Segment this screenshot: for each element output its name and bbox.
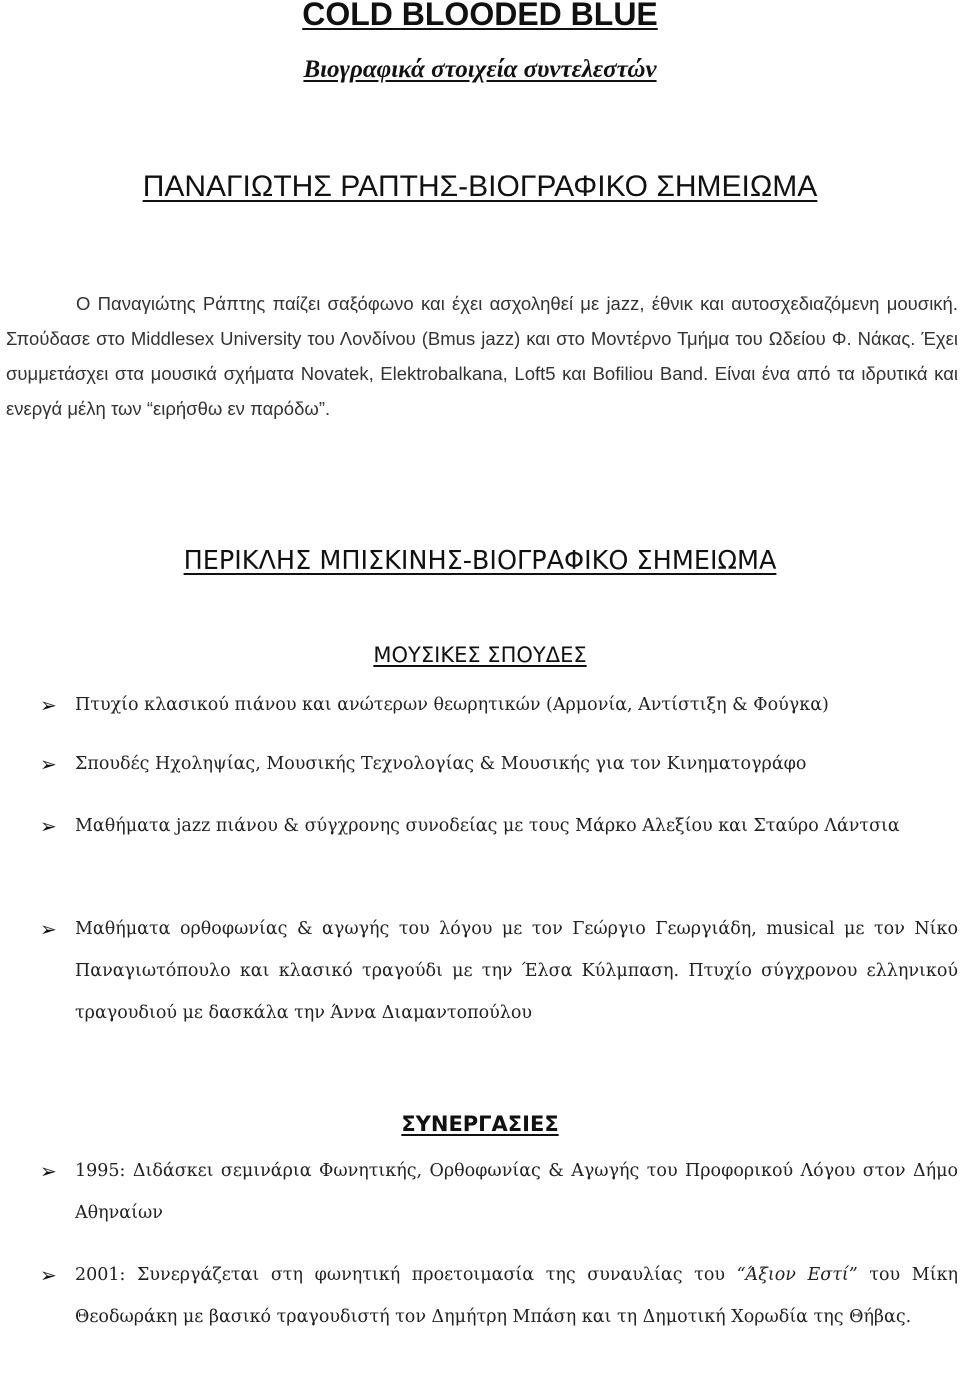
document-subtitle: Βιογραφικά στοιχεία συντελεστών <box>303 56 657 83</box>
collab-text-start: 2001: Συνεργάζεται στη φωνητική προετοιμασία της συναυλίας του <box>75 1265 737 1285</box>
arrow-bullet-icon: ➢ <box>40 693 57 717</box>
list-item-text: Πτυχίο κλασικού πιάνου και ανώτερων θεωρητικών (Αρμονία, Αντίστιξη & Φούγκα) <box>75 695 829 715</box>
arrow-bullet-icon: ➢ <box>40 1159 57 1183</box>
list-item <box>40 1150 958 1234</box>
list-item <box>40 805 958 847</box>
arrow-bullet-icon: ➢ <box>40 917 57 941</box>
list-item <box>40 908 958 1034</box>
bio-paragraph-raptis <box>6 286 958 426</box>
list-item <box>40 1254 958 1338</box>
document-title: COLD BLOODED BLUE <box>302 0 658 32</box>
arrow-bullet-icon: ➢ <box>40 752 57 776</box>
list-item-text: 1995: Διδάσκει σεμινάρια Φωνητικής, Ορθοφωνίας & Αγωγής του Προφορικού Λόγου στον Δήμο Αθηναίων <box>75 1161 958 1223</box>
section-heading-biskinis: ΠΕΡΙΚΛΗΣ ΜΠΙΣΚΙΝΗΣ-ΒΙΟΓΡΑΦΙΚΟ ΣΗΜΕΙΩΜΑ <box>183 546 777 576</box>
list-item-text <box>75 1254 958 1338</box>
arrow-bullet-icon: ➢ <box>40 814 57 838</box>
collaborations-heading: ΣΥΝΕΡΓΑΣΙΕΣ <box>401 1112 559 1136</box>
list-item-text: Μαθήματα jazz πιάνου & σύγχρονης συνοδείας με τους Μάρκο Αλεξίου και Σταύρο Λάντσια <box>75 816 900 836</box>
arrow-bullet-icon: ➢ <box>40 1263 57 1287</box>
concert-title: “Άξιον Εστί” <box>736 1265 858 1285</box>
bio-paragraph-text: Ο Παναγιώτης Ράπτης παίζει σαξόφωνο και έχει ασχοληθεί με jazz, έθνικ και αυτοσχεδιαζόμενη μουσική. Σπούδασε στο Middlesex University του Λονδίνου (Bmus jazz) και στο Μοντέρνο Τμήμα του Ωδείου Φ. Νάκας. Έχει συμμετάσχει στα μουσικά σχήματα Novatek, Elektrobalkana, Loft5 και Bofiliou Band. Είναι ένα από τα ιδρυτικά και ενεργά μέλη των “ειρήσθω εν παρόδω”. <box>6 293 958 419</box>
collab-text-end: του Μίκη Θεοδωράκη με βασικό τραγουδιστή τον Δημήτρη Μπάση και τη Δημοτική Χορωδία της Θήβας. <box>75 1265 958 1327</box>
list-item-text: Μαθήματα ορθοφωνίας & αγωγής του λόγου με τον Γεώργιο Γεωργιάδη, musical με τον Νίκο Παναγιωτόπουλο και κλασικό τραγούδι με την Έλσα Κύλμπαση. Πτυχίο σύγχρονου ελληνικού τραγουδιού με δασκάλα την Άννα Διαμαντοπούλου <box>75 919 958 1023</box>
section-heading-raptis: ΠΑΝΑΓΙΩΤΗΣ ΡΑΠΤΗΣ-ΒΙΟΓΡΑΦΙΚΟ ΣΗΜΕΙΩΜΑ <box>142 170 818 203</box>
list-item-text: Σπουδές Ηχοληψίας, Μουσικής Τεχνολογίας & Μουσικής για τον Κινηματογράφο <box>75 754 807 774</box>
list-item <box>40 684 958 726</box>
list-item <box>40 743 958 785</box>
studies-heading: ΜΟΥΣΙΚΕΣ ΣΠΟΥΔΕΣ <box>373 643 587 667</box>
